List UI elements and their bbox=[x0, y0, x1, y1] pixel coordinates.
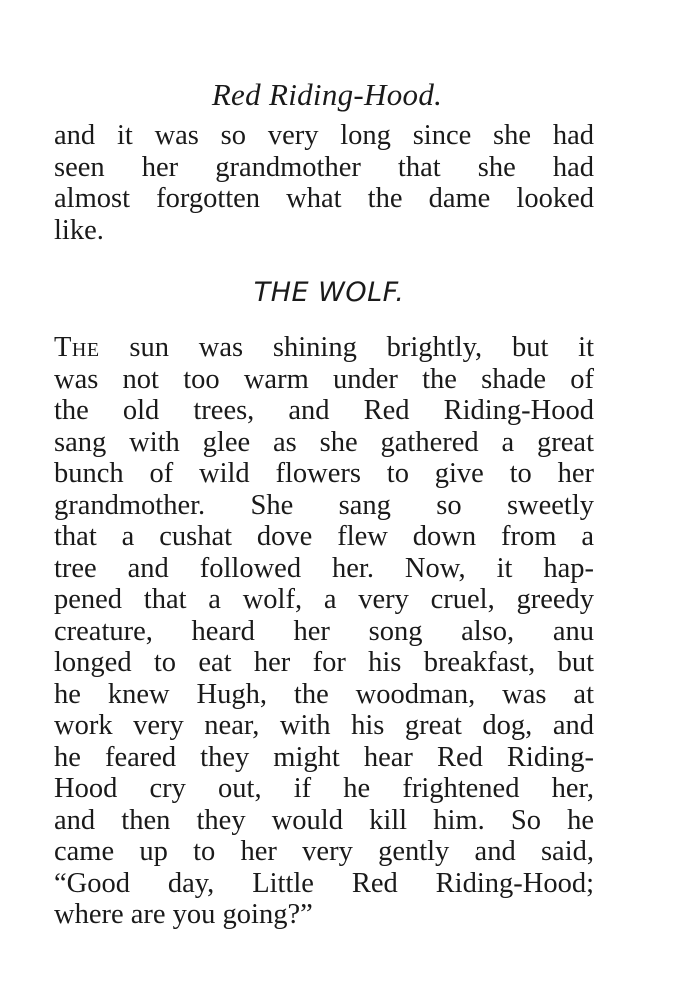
first-line-rest: sun was shining brightly, but it bbox=[129, 332, 595, 364]
text-line: and it was so very long since she had bbox=[54, 120, 594, 151]
text-line: that a cushat dove flew down from a bbox=[54, 521, 594, 553]
text-line: bunch of wild flowers to give to her bbox=[54, 458, 594, 490]
section-heading: THE WOLF. bbox=[253, 277, 405, 309]
intro-paragraph bbox=[54, 120, 594, 246]
text-line: he feared they might hear Red Riding- bbox=[54, 741, 594, 773]
text-line: longed to eat her for his breakfast, but bbox=[54, 647, 594, 679]
text-line: like. bbox=[54, 214, 104, 246]
text-line: tree and followed her. Now, it hap- bbox=[54, 552, 594, 584]
text-line: pened that a wolf, a very cruel, greedy bbox=[54, 584, 594, 616]
text-line: work very near, with his great dog, and bbox=[54, 710, 594, 742]
text-line-first bbox=[54, 332, 594, 364]
text-line: creature, heard her song also, anu bbox=[54, 615, 594, 647]
text-line: “Good day, Little Red Riding-Hood; bbox=[54, 867, 594, 899]
body-paragraph bbox=[54, 332, 594, 931]
text-line: was not too warm under the shade of bbox=[54, 363, 594, 395]
running-head: Red Riding-Hood. bbox=[211, 77, 443, 112]
text-line: where are you going?” bbox=[54, 899, 313, 931]
text-line: came up to her very gently and said, bbox=[54, 836, 594, 868]
text-line: Hood cry out, if he frightened her, bbox=[54, 773, 594, 805]
text-line: almost forgotten what the dame looked bbox=[54, 183, 594, 215]
text-line: grandmother. She sang so sweetly bbox=[54, 489, 594, 521]
drop-word: The bbox=[54, 332, 100, 364]
text-line: he knew Hugh, the woodman, was at bbox=[54, 678, 594, 710]
text-line: and then they would kill him. So he bbox=[54, 804, 594, 836]
text-line: the old trees, and Red Riding-Hood bbox=[54, 395, 594, 427]
text-line: sang with glee as she gathered a great bbox=[54, 426, 594, 458]
text-line: seen her grandmother that she had bbox=[54, 151, 594, 183]
book-page bbox=[54, 70, 594, 931]
